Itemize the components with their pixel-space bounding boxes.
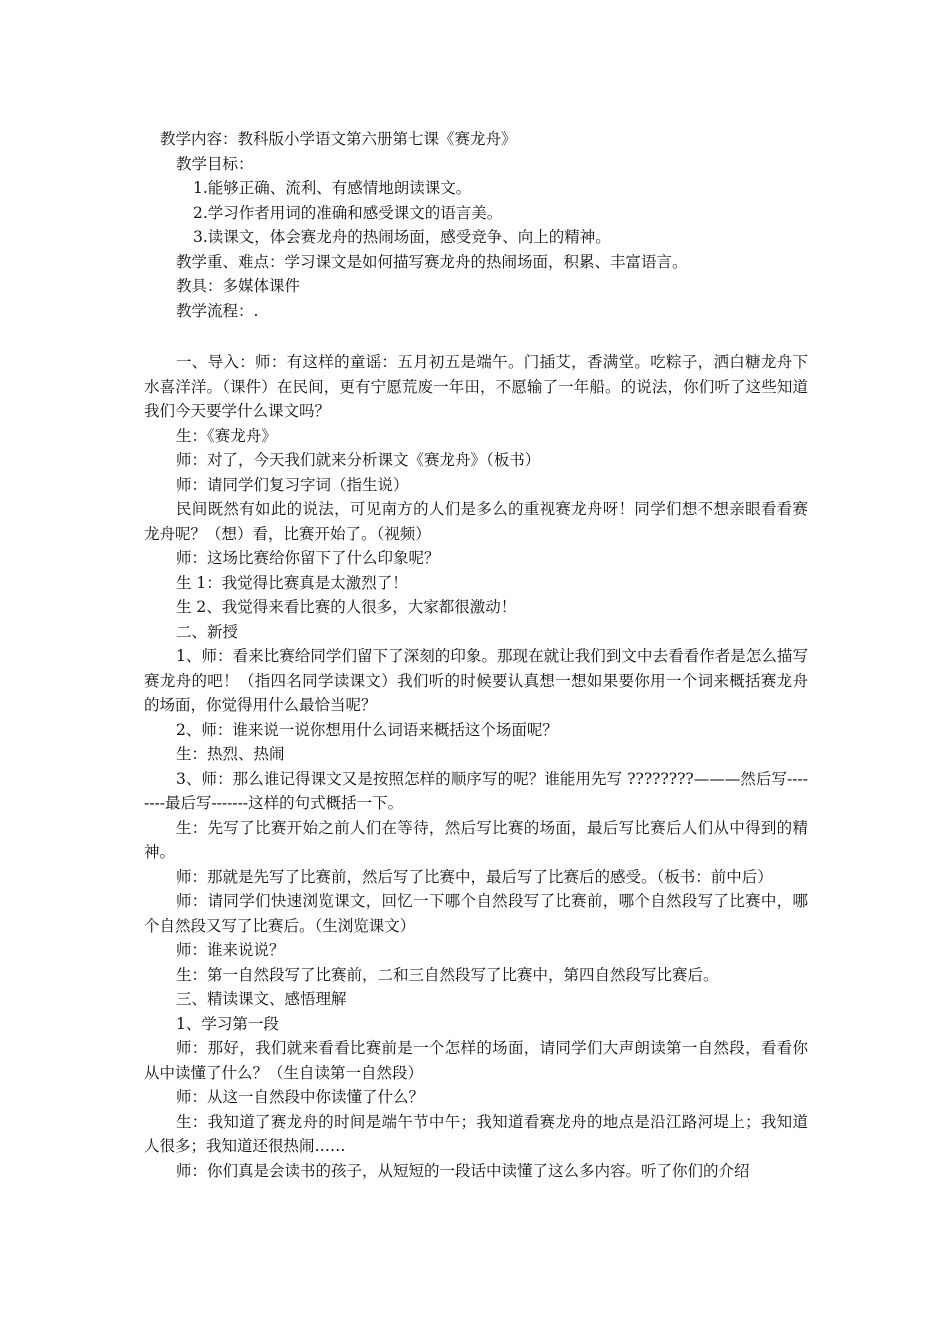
key-points: 教学重、难点：学习课文是如何描写赛龙舟的热闹场面，积累、丰富语言。 xyxy=(176,252,688,271)
tools-line: 教具：多媒体课件 xyxy=(176,277,301,295)
header-section xyxy=(160,127,800,323)
lesson-body xyxy=(144,350,808,1183)
paragraph: 师：谁来说说？ xyxy=(176,941,285,959)
paragraph: 师：对了，今天我们就来分析课文《赛龙舟》（板书） xyxy=(176,451,541,469)
paragraph: 一、导入：师：有这样的童谣：五月初五是端午。门插艾，香满堂。吃粽子，洒白糖龙舟下水喜洋洋。（课件）在民间，更有宁愿荒废一年田，不愿输了一年船。的说法，你们听了这些知道我们今天要学什么课文吗？ xyxy=(144,353,808,420)
paragraph: 师：你们真是会读书的孩子，从短短的一段话中读懂了这么多内容。听了你们的介绍 xyxy=(176,1161,750,1180)
paragraph: 生 2、我觉得来看比赛的人很多，大家都很激动！ xyxy=(176,598,517,616)
goal-item: 3.读课文，体会赛龙舟的热闹场面，感受竞争、向上的精神。 xyxy=(193,228,611,246)
paragraph: 生：《赛龙舟》 xyxy=(176,426,277,445)
paragraph: 生：我知道了赛龙舟的时间是端午节中午；我知道看赛龙舟的地点是沿江路河堤上；我知道人很多；我知道还很热闹…… xyxy=(144,1112,808,1155)
subsection-heading: 1、学习第一段 xyxy=(176,1014,279,1033)
paragraph: 1、师：看来比赛给同学们留下了深刻的印象。那现在就让我们到文中去看看作者是怎么描写赛龙舟的吧！（指四名同学读课文）我们听的时候要认真想一想如果要你用一个词来概括赛龙舟的场面，你觉得用什么最恰当呢？ xyxy=(144,647,808,714)
paragraph: 师：从这一自然段中你读懂了什么？ xyxy=(176,1088,425,1106)
paragraph: 民间既然有如此的说法，可见南方的人们是多么的重视赛龙舟呀！同学们想不想亲眼看看赛龙舟呢？（想）看，比赛开始了。（视频） xyxy=(144,500,808,543)
content-line: 教学内容：教科版小学语文第六册第七课《赛龙舟》 xyxy=(160,130,517,148)
paragraph: 2、师：谁来说一说你想用什么词语来概括这个场面呢？ xyxy=(176,720,558,739)
paragraph: 生 1：我觉得比赛真是太激烈了！ xyxy=(176,573,408,592)
paragraph: 师：那就是先写了比赛前，然后写了比赛中，最后写了比赛后的感受。（板书：前中后） xyxy=(176,867,773,886)
paragraph: 师：请同学们快速浏览课文，回忆一下哪个自然段写了比赛前，哪个自然段写了比赛中，哪个自然段又写了比赛后。（生浏览课文） xyxy=(144,892,808,935)
paragraph: 师：这场比赛给你留下了什么印象呢？ xyxy=(176,549,440,567)
section-heading: 二、新授 xyxy=(176,622,239,641)
paragraph: 师：请同学们复习字词（指生说） xyxy=(176,475,409,494)
section-heading: 三、精读课文、感悟理解 xyxy=(176,990,347,1008)
goals-title: 教学目标： xyxy=(176,154,254,173)
paragraph: 生：第一自然段写了比赛前，二和三自然段写了比赛中，第四自然段写比赛后。 xyxy=(176,965,719,984)
paragraph: 师：那好，我们就来看看比赛前是一个怎样的场面，请同学们大声朗读第一自然段，看看你从中读懂了什么？（生自读第一自然段） xyxy=(144,1039,808,1082)
paragraph: 3、师：那么谁记得课文又是按照怎样的顺序写的呢？谁能用先写 ????????———然后写--------最后写-------这样的句式概括一下。 xyxy=(144,769,808,812)
goal-item: 1.能够正确、流利、有感情地朗读课文。 xyxy=(193,179,472,197)
process-line: 教学流程：. xyxy=(176,301,259,320)
paragraph: 生：先写了比赛开始之前人们在等待，然后写比赛的场面，最后写比赛后人们从中得到的精神。 xyxy=(144,818,808,861)
paragraph: 生：热烈、热闹 xyxy=(176,745,285,763)
goal-item: 2.学习作者用词的准确和感受课文的语言美。 xyxy=(193,203,503,222)
